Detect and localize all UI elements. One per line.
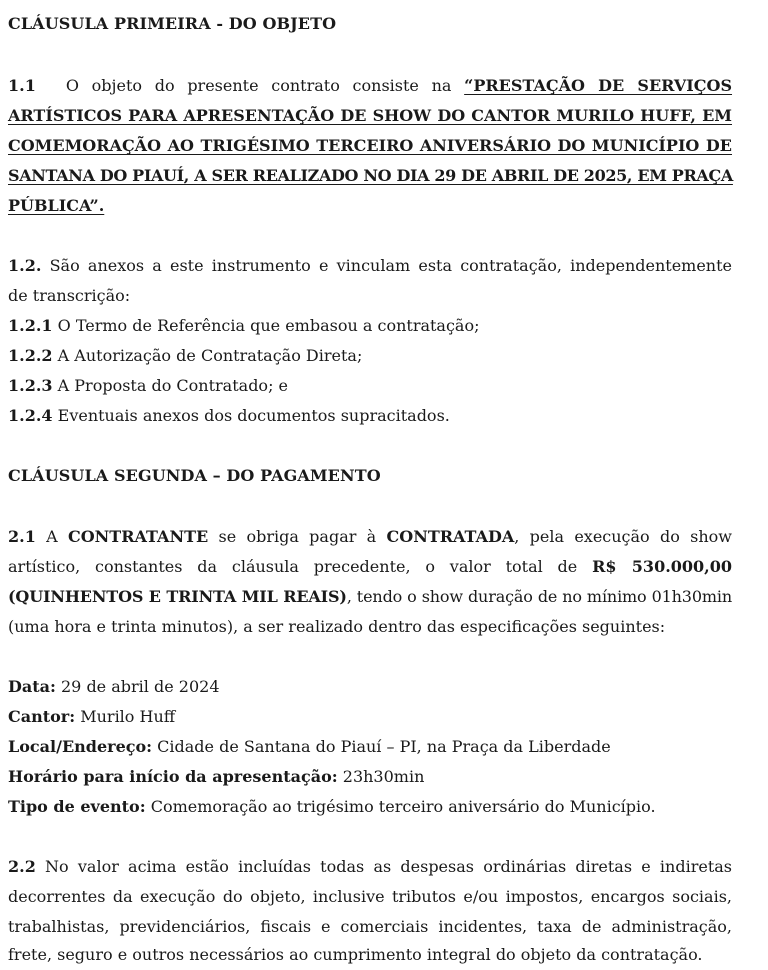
detail-local [8,737,732,757]
item-number: 2.1 [8,527,36,546]
item-2-1-line-4: (uma hora e trinta minutos), a ser realizado dentro das especificações seguintes: [8,617,666,636]
subitem-text: Eventuais anexos dos documentos supracitados. [52,406,450,425]
detail-label: Cantor: [8,707,76,726]
detail-label: Horário para início da apresentação: [8,767,338,786]
item-2-1-text: artístico, constantes da cláusula precedente, o valor total de [8,557,593,576]
item-2-2-line-2: decorrentes da execução do objeto, inclusive tributos e/ou impostos, encargos sociais, [8,887,732,906]
item-1-2-line-1 [8,256,732,276]
contratante-term: CONTRATANTE [67,527,209,546]
detail-value: Comemoração ao trigésimo terceiro aniversário do Município. [145,797,656,816]
item-2-2-line-3: trabalhistas, previdenciários, fiscais e comerciais incidentes, taxa de administração, [8,917,732,936]
item-2-1-line-3 [8,587,732,607]
detail-label: Tipo de evento: [8,797,146,816]
item-1-1-line-1 [8,76,732,96]
detail-tipo-evento [8,797,732,817]
subitem-number: 1.2.1 [8,316,53,335]
subitem-1-2-1 [8,316,732,336]
subitem-number: 1.2.3 [8,376,53,395]
subitem-1-2-4 [8,406,732,426]
clausula-primeira-heading: CLÁUSULA PRIMEIRA - DO OBJETO [8,14,337,33]
object-text-line: “PRESTAÇÃO DE SERVIÇOS [464,76,733,95]
detail-value: 29 de abril de 2024 [55,677,220,696]
contract-value: R$ 530.000,00 [592,557,733,576]
subitem-1-2-3 [8,376,732,396]
item-number: 1.1 [8,76,36,95]
item-2-1-text: A [35,527,68,546]
object-text-line: ARTÍSTICOS PARA APRESENTAÇÃO DE SHOW DO CANTOR MURILO HUFF, EM [8,106,732,125]
object-text-line: SANTANA DO PIAUÍ, A SER REALIZADO NO DIA 29 DE ABRIL DE 2025, EM PRAÇA [8,166,733,185]
item-2-1-text: , tendo o show duração de no mínimo 01h30min [346,587,732,606]
contratada-term: CONTRATADA [386,527,515,546]
item-2-2-line-1 [8,857,732,877]
item-2-1-text: , pela execução do show [514,527,732,546]
subitem-number: 1.2.4 [8,406,53,425]
detail-horario [8,767,732,787]
item-1-2-text: São anexos a este instrumento e vinculam esta contratação, independentemente [41,256,732,275]
clausula-segunda-heading: CLÁUSULA SEGUNDA – DO PAGAMENTO [8,466,381,485]
detail-value: 23h30min [337,767,425,786]
object-text-line: COMEMORAÇÃO AO TRIGÉSIMO TERCEIRO ANIVERSÁRIO DO MUNICÍPIO DE [8,136,732,155]
subitem-number: 1.2.2 [8,346,53,365]
subitem-text: A Autorização de Contratação Direta; [52,346,363,365]
item-2-2-text: No valor acima estão incluídas todas as despesas ordinárias diretas e indiretas [35,857,732,876]
item-number: 2.2 [8,857,36,876]
item-1-2-line-2: de transcrição: [8,286,131,305]
detail-data [8,677,732,697]
detail-label: Local/Endereço: [8,737,153,756]
detail-value: Cidade de Santana do Piauí – PI, na Praça da Liberdade [152,737,611,756]
subitem-1-2-2 [8,346,732,366]
contract-value-words: (QUINHENTOS E TRINTA MIL REAIS) [8,587,347,606]
subitem-text: A Proposta do Contratado; e [52,376,289,395]
subitem-text: O Termo de Referência que embasou a contratação; [52,316,480,335]
item-number: 1.2. [8,256,42,275]
item-2-1-line-2 [8,557,732,577]
item-2-2-line-4: frete, seguro e outros necessários ao cumprimento integral do objeto da contratação. [8,945,703,964]
detail-value: Murilo Huff [75,707,176,726]
detail-cantor [8,707,732,727]
object-text-line: PÚBLICA”. [8,196,105,215]
detail-label: Data: [8,677,56,696]
item-2-1-text: se obriga pagar à [208,527,387,546]
item-2-1-line-1 [8,527,732,547]
item-1-1-intro: O objeto do presente contrato consiste na [65,76,465,95]
